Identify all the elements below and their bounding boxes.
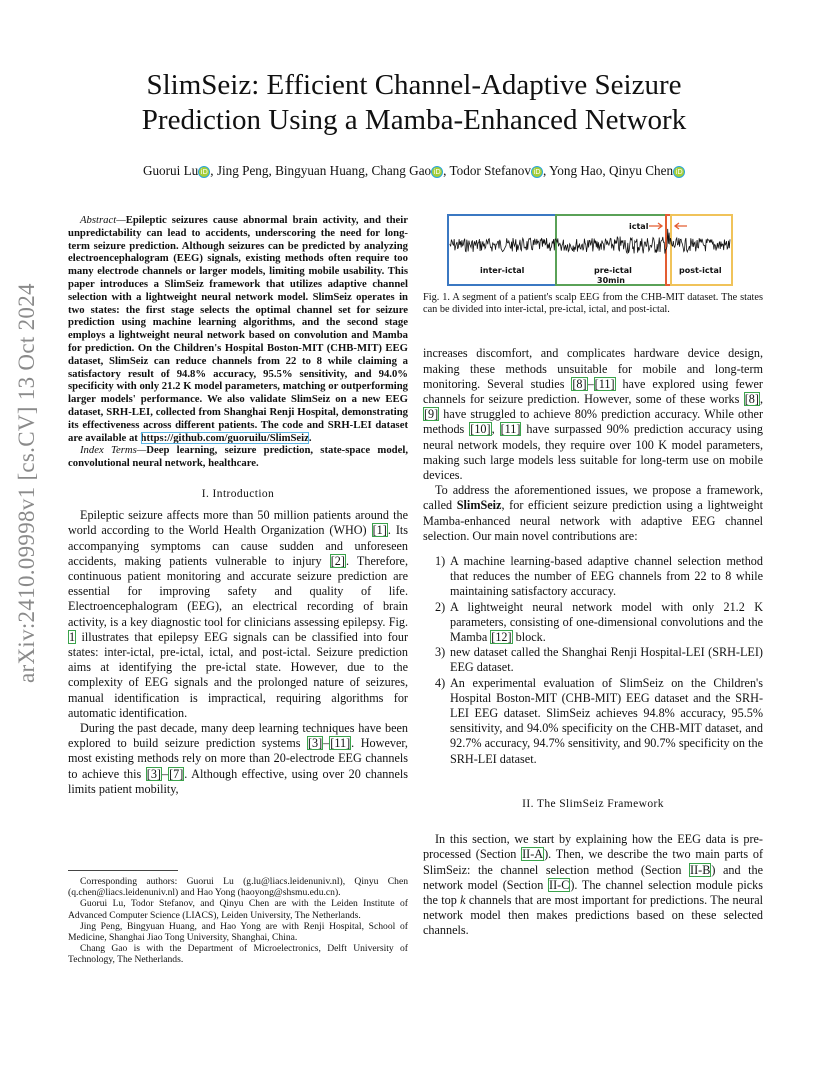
orcid-icon[interactable]: iD <box>431 166 443 178</box>
list-item: 1) A machine learning-based adaptive channel selection method that reduces the number of EEG channels from 22 to 8 while maintaining satisfactory accuracy. <box>435 554 763 599</box>
orcid-icon[interactable]: iD <box>673 166 685 178</box>
citation-link[interactable]: [11] <box>330 736 351 751</box>
label-30min: 30min <box>597 276 625 285</box>
intro-paragraph: During the past decade, many deep learning techniques have been explored to build seizure prediction systems [3]–[11]. However, most existing methods rely on more than 20-electrode EEG channels to achieve this [3]–[7]. Although effective, using over 20 channels limits patient mobility, <box>68 720 408 796</box>
footnote: Jing Peng, Bingyuan Huang, and Hao Yong are with Renji Hospital, School of Medicine, Shanghai Jiao Tong University, Shanghai, China. <box>68 920 408 944</box>
footnote: Chang Gao is with the Department of Microelectronics, Delft University of Technology, The Netherlands. <box>68 943 408 966</box>
list-item: 4) An experimental evaluation of SlimSeiz on the Children's Hospital Boston-MIT (CHB-MIT) EEG dataset and the SRH-LEI EEG dataset. SlimSeiz achieves 94.8% accuracy, 95.5% sensitivity, and 94.0% specificity on the CHB-MIT dataset, and 92.7% accuracy, 94.7% sensitivity, and 90.7% specificity on the SRH-LEI dataset. <box>435 675 763 766</box>
abstract: Abstract—Epileptic seizures cause abnormal brain activity, and their unpredictability can lead to accidents, underscoring the need for long-term seizure prediction. Although seizures can be predicted by analyzing electroencephalogram (EEG) signals, existing methods often require too many electrode channels or larger models, limiting mobile usability. This paper introduces a SlimSeiz framework that utilizes adaptive channel selection with a lightweight neural network model. SlimSeiz operates in two states: the first stage selects the optimal channel set for seizure prediction using machine learning algorithms, and the second stage employs a lightweight neural network based on convolution and Mamba for prediction. On the Children's Hospital Boston-MIT (CHB-MIT) EEG dataset, SlimSeiz can reduce channels from 22 to 8 while claiming a satisfactory result of 94.8% accuracy, 95.5% sensitivity, and 94.0% specificity with only 21.2 K model parameters, matching or outperforming larger models' performance. We also validate SlimSeiz on a new EEG dataset, SRH-LEI, collected from Shanghai Renji Hospital, demonstrating its effectiveness across different patients. The code and SRH-LEI dataset are available at https://github.com/guoruilu/SlimSeiz. <box>68 214 408 444</box>
eeg-figure <box>447 214 733 287</box>
citation-link[interactable]: [2] <box>330 553 345 568</box>
footnote: Corresponding authors: Guorui Lu (g.lu@liacs.leidenuniv.nl), Qinyu Chen (q.chen@liacs.leidenuniv.nl) and Hao Yong (haoyong@shsmu.edu.cn). <box>68 876 408 899</box>
arxiv-identifier: arXiv:2410.09998v1 [cs.CV] 13 Oct 2024 <box>14 283 39 683</box>
index-terms: Index Terms—Deep learning, seizure prediction, state-space model, convolutional neural network, healthcare. <box>68 444 408 470</box>
eeg-signal-trace <box>450 229 730 254</box>
orcid-icon[interactable]: iD <box>531 166 543 178</box>
label-ictal: ictal <box>629 222 649 231</box>
right-column <box>423 292 763 939</box>
label-pre-ictal: pre-ictal <box>594 266 632 275</box>
author: Todor Stefanov <box>449 163 531 178</box>
section-link[interactable]: II-B <box>690 862 711 877</box>
citation-link[interactable]: [9] <box>424 407 439 422</box>
footnote: Guorui Lu, Todor Stefanov, and Qinyu Chen are with the Leiden Institute of Advanced Computer Science (LIACS), Leiden University, The Netherlands. <box>68 898 408 921</box>
orcid-icon[interactable]: iD <box>198 166 210 178</box>
citation-link[interactable]: [8] <box>572 376 587 391</box>
label-post-ictal: post-ictal <box>679 266 722 275</box>
citation-link[interactable]: [3] <box>146 766 161 781</box>
citation-link[interactable]: [3] <box>307 736 323 751</box>
citation-link[interactable]: [8] <box>744 392 759 407</box>
citation-link[interactable]: [10] <box>470 422 491 437</box>
list-item: 3) new dataset called the Shanghai Renji Hospital-LEI (SRH-LEI) EEG dataset. <box>435 645 763 675</box>
section-link[interactable]: II-A <box>522 847 544 862</box>
ictal-right-arrow <box>675 223 687 229</box>
eeg-plot <box>447 214 733 287</box>
author: Yong Hao <box>549 163 603 178</box>
list-item: 2) A lightweight neural network model with only 21.2 K parameters, consisting of one-dimensional convolutions and the Mamba [12] block. <box>435 599 763 645</box>
contribution-list <box>423 554 763 767</box>
figure-link[interactable]: 1 <box>69 629 76 644</box>
title-line-1: SlimSeiz: Efficient Channel-Adaptive Seizure <box>146 69 682 101</box>
citation-link[interactable]: [11] <box>594 376 615 391</box>
label-inter-ictal: inter-ictal <box>480 266 525 275</box>
figure-caption: Fig. 1. A segment of a patient's scalp EEG from the CHB-MIT dataset. The states can be divided into inter-ictal, pre-ictal, ictal, and post-ictal. <box>423 292 763 316</box>
section-heading-framework: II. The SlimSeiz Framework <box>522 797 664 810</box>
intro-paragraph: Epileptic seizure affects more than 50 million patients around the world according to the World Health Organization (WHO) [1]. Its accompanying symptoms can cause sudden and unforeseen accidents, making patients vulnerable to injury [2]. Therefore, continuous patient monitoring and accurate seizure prediction are essential for improving safety and quality of life. Electroencephalogram (EEG), an electrical recording of brain activity, is a key diagnostic tool for clinicians assessing epilepsy. Fig. 1 illustrates that epilepsy EEG signals can be classified into four states: inter-ictal, pre-ictal, ictal, and post-ictal. Seizure prediction aims at identifying the pre-ictal state. However, due to the complexity of EEG signals and the prolonged nature of seizures, manual identification is impractical, requiring algorithms for automatic identification. <box>68 508 409 720</box>
citation-link[interactable]: [1] <box>372 523 387 538</box>
right-paragraph: To address the aforementioned issues, we propose a framework, called SlimSeiz, for efficient seizure prediction using a lightweight Mamba-enhanced neural network with adaptive EEG channel selection. Our main novel contributions are: <box>423 483 763 543</box>
author: Guorui Lu <box>142 163 199 178</box>
paper-title <box>60 68 768 138</box>
author: Bingyuan Huang <box>275 163 365 178</box>
section-heading-introduction: I. Introduction <box>201 487 275 500</box>
section2-paragraph: In this section, we start by explaining how the EEG data is pre-processed (Section II-A). Then, we describe the two main parts of SlimSeiz: the channel selection method (Section II-B) and the network model (Section II-C). The channel selection module picks the top k channels that are most important for predictions. The neural network model then makes predictions based on these selected channels. <box>423 832 764 938</box>
section-link[interactable]: II-C <box>549 877 570 892</box>
citation-link[interactable]: [11] <box>500 422 521 437</box>
author-list: Guorui Lu iD , Jing Peng, Bingyuan Huang, Chang Gao iD , Todor Stefanov iD , Yong Hao, Qinyu Chen iD <box>60 163 768 179</box>
author: Jing Peng <box>216 163 269 178</box>
right-paragraph: increases discomfort, and complicates hardware device design, making these methods unsuitable for mobile and long-term monitoring. Several studies [8]–[11] have explored using fewer channels for seizure prediction. However, some of these works [8], [9] have struggled to achieve 80% prediction accuracy. While other methods [10], [11] have surpassed 90% prediction accuracy using neural network models, they require over 100 K model parameters, making such large models less suitable for long-term use on mobile devices. <box>423 346 763 483</box>
footnote-rule <box>68 870 178 871</box>
ictal-left-arrow <box>649 223 662 229</box>
author: Qinyu Chen <box>608 163 674 178</box>
citation-link[interactable]: [7] <box>169 766 184 781</box>
left-column <box>68 214 408 797</box>
title-line-2: Prediction Using a Mamba-Enhanced Network <box>141 104 687 136</box>
author: Chang Gao <box>371 163 432 178</box>
footnotes <box>68 876 408 966</box>
code-link[interactable]: https://github.com/guoruilu/SlimSeiz <box>140 431 309 444</box>
citation-link[interactable]: [12] <box>491 630 512 645</box>
